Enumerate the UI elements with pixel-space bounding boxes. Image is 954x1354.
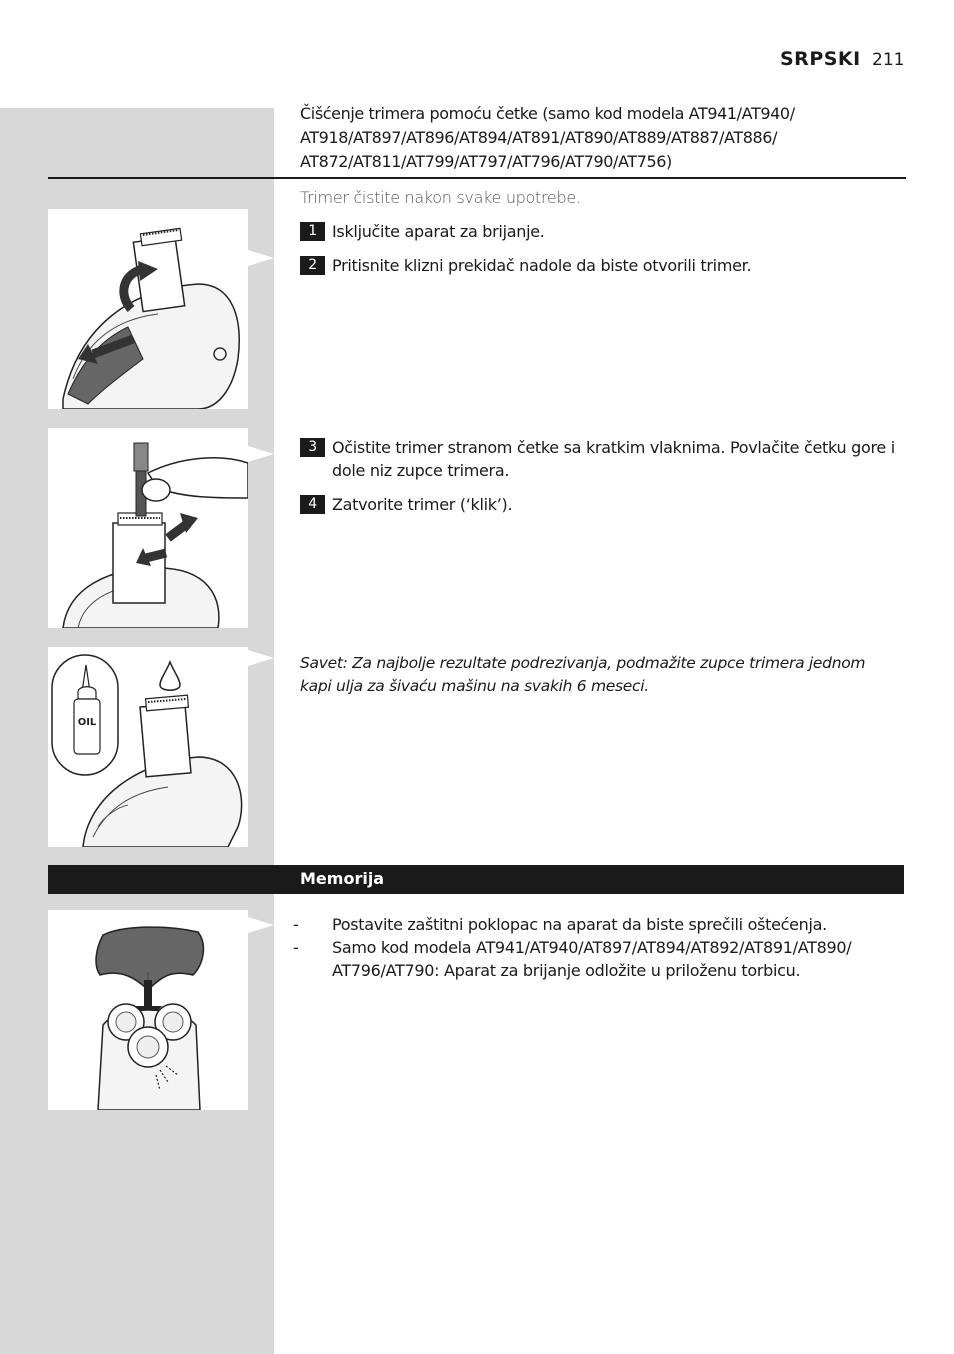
figure-pointer bbox=[248, 650, 274, 666]
step-number: 4 bbox=[300, 495, 325, 514]
bullet-dash: - bbox=[293, 915, 299, 934]
section-bar bbox=[48, 865, 904, 894]
step-2 bbox=[300, 254, 900, 277]
figure-pointer bbox=[248, 446, 274, 462]
figure-open-trimmer bbox=[48, 209, 248, 409]
figure-protection-cap bbox=[48, 910, 248, 1110]
oil-label: OIL bbox=[77, 717, 97, 728]
page-number: 211 bbox=[872, 50, 905, 70]
step-number: 3 bbox=[300, 438, 325, 457]
language-label: SRPSKI bbox=[780, 48, 861, 70]
step-text: Pritisnite klizni prekidač nadole da biste otvorili trimer. bbox=[332, 256, 752, 275]
figure-oil-trimmer bbox=[48, 647, 248, 847]
step-3 bbox=[300, 436, 900, 482]
tip-text: Savet: Za najbolje rezultate podrezivanja, podmažite zupce trimera jednom kapi ulja za šivaću mašinu na svakih 6 meseci. bbox=[300, 654, 866, 695]
figure-pointer bbox=[248, 917, 274, 933]
section-title-memorija: Memorija bbox=[300, 869, 385, 888]
bullet-dash: - bbox=[293, 938, 299, 957]
section-title: Čišćenje trimera pomoću četke (samo kod modela AT941/AT940/ AT918/AT897/AT896/AT894/AT891/AT890/AT889/AT887/AT886/ AT872/AT811/AT799/AT797/AT796/AT790/AT756) bbox=[300, 104, 795, 171]
figure-pointer bbox=[248, 250, 274, 266]
step-number: 2 bbox=[300, 256, 325, 275]
list-item bbox=[290, 936, 910, 982]
step-text: Očistite trimer stranom četke sa kratkim vlaknima. Povlačite četku gore i dole niz zupce trimera. bbox=[332, 438, 895, 480]
step-1 bbox=[300, 220, 900, 243]
intro-text: Trimer čistite nakon svake upotrebe. bbox=[300, 188, 581, 207]
figure-brush-cleaning bbox=[48, 428, 248, 628]
step-text: Isključite aparat za brijanje. bbox=[332, 222, 545, 241]
section-divider bbox=[48, 177, 906, 179]
step-4 bbox=[300, 493, 900, 516]
list-item-text: Samo kod modela AT941/AT940/AT897/AT894/AT892/AT891/AT890/ AT796/AT790: Aparat za brijanje odložite u priloženu torbicu. bbox=[332, 938, 852, 980]
storage-list bbox=[290, 913, 910, 982]
step-text: Zatvorite trimer (‘klik’). bbox=[332, 495, 513, 514]
list-item bbox=[290, 913, 910, 936]
list-item-text: Postavite zaštitni poklopac na aparat da biste sprečili oštećenja. bbox=[332, 915, 827, 934]
step-number: 1 bbox=[300, 222, 325, 241]
